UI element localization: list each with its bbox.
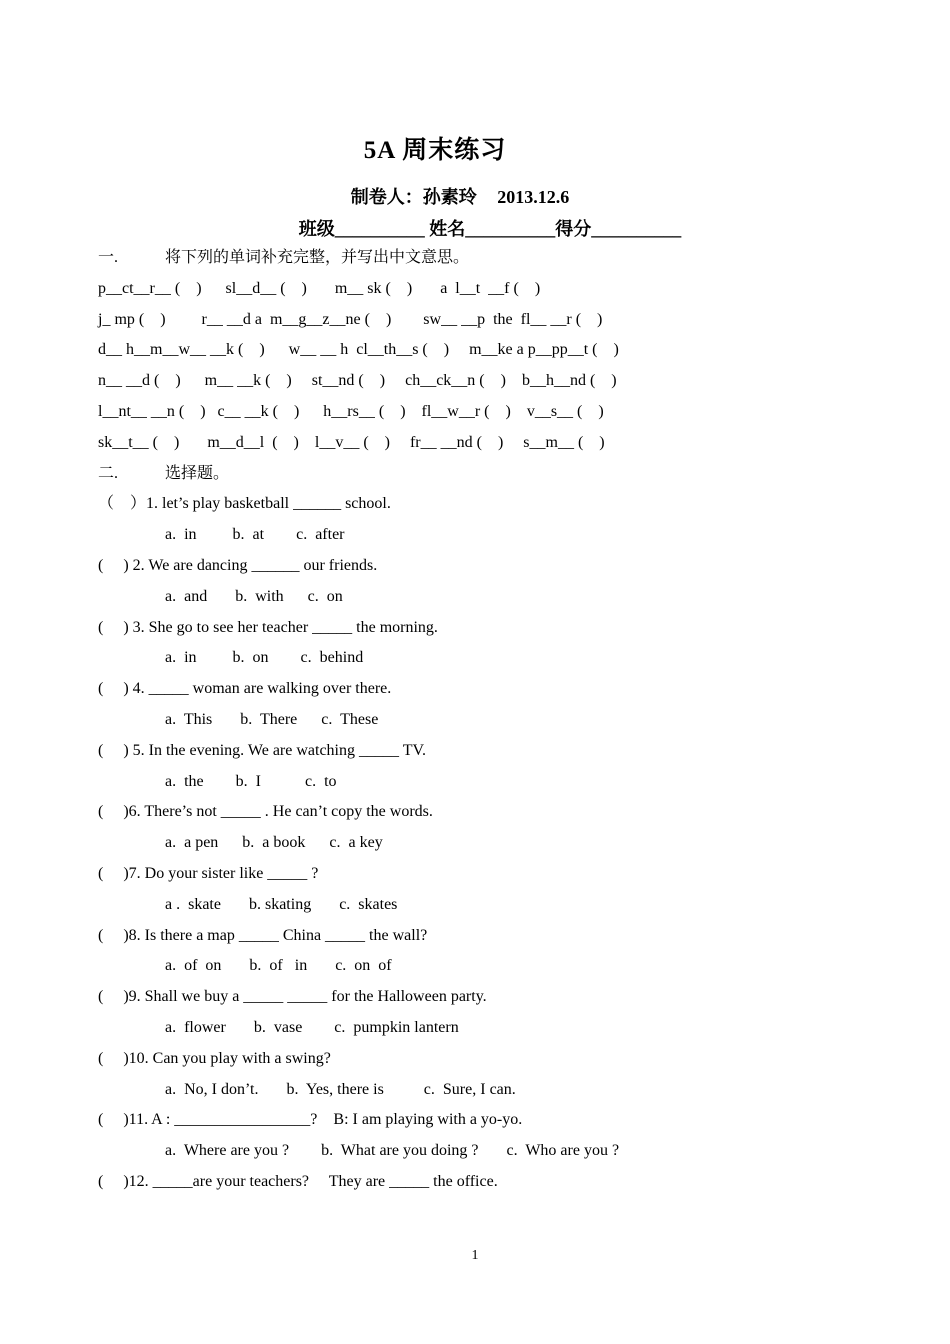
answer-options: a. This b. There c. These [165,710,379,728]
name-field: 姓名__________ [429,219,556,239]
score-field: 得分__________ [555,219,682,239]
word-row: d__ h__m__w__ __k ( ) w__ __ h cl__th__s ( ) m__ke a p__pp__t ( ) [98,341,619,359]
word-row: j_ mp ( ) r__ __d a m__g__z__ne ( ) sw__ __p the fl__ __r ( ) [98,310,603,328]
section-number: 一. [98,249,119,266]
answer-options: a. flower b. vase c. pumpkin lantern [165,1018,459,1036]
question: ( )7. Do your sister like _____ ? [98,864,319,882]
exercise-body [98,247,918,1202]
question: ( )11. A : _________________? B: I am playing with a yo-yo. [98,1111,523,1129]
question: （ ）1. let’s play basketball ______ school. [98,495,391,513]
author: 制卷人：孙素玲 [350,187,477,207]
class-field: 班级__________ [298,219,425,239]
question: ( ) 4. _____ woman are walking over there. [98,680,392,698]
student-info-line [0,215,950,241]
question: ( ) 3. She go to see her teacher _____ the morning. [98,618,438,636]
question: ( )12. _____are your teachers? They are _____ the office. [98,1172,498,1190]
date: 2013.12.6 [497,187,570,207]
page-title: 5A 周末练习 [363,137,507,164]
answer-options: a . skate b. skating c. skates [165,895,398,913]
answer-options: a. a pen b. a book c. a key [165,834,383,852]
question: ( ) 5. In the evening. We are watching _____ TV. [98,741,426,759]
answer-options: a. in b. on c. behind [165,649,364,667]
question: ( )6. There’s not _____ . He can’t copy the words. [98,803,433,821]
question: ( )9. Shall we buy a _____ _____ for the Halloween party. [98,988,487,1006]
answer-options: a. of on b. of in c. on of [165,957,392,975]
section-heading [98,247,918,278]
author-line [0,183,920,209]
question: ( )10. Can you play with a swing? [98,1049,331,1067]
answer-options: a. No, I don’t. b. Yes, there is c. Sure, I can. [165,1080,516,1098]
question: ( )8. Is there a map _____ China _____ the wall? [98,926,428,944]
word-row: sk__t__ ( ) m__d__l ( ) l__v__ ( ) fr__ __nd ( ) s__m__ ( ) [98,433,605,451]
word-row: n__ __d ( ) m__ __k ( ) st__nd ( ) ch__ck__n ( ) b__h__nd ( ) [98,372,617,390]
question: ( ) 2. We are dancing ______ our friends. [98,556,378,574]
answer-options: a. and b. with c. on [165,587,343,605]
section-heading [98,463,918,494]
section-instruction: 将下列的单词补充完整，并写出中文意思。 [165,249,470,266]
answer-options: a. Where are you ? b. What are you doing ? c. Who are you ? [165,1142,620,1160]
word-row: p__ct__r__ ( ) sl__d__ ( ) m__ sk ( ) a l__t __f ( ) [98,279,541,297]
section-instruction: 选择题。 [165,464,230,482]
answer-options: a. in b. at c. after [165,526,345,544]
page-number: 1 [471,1248,479,1263]
word-row: l__nt__ __n ( ) c__ __k ( ) h__rs__ ( ) fl__w__r ( ) v__s__ ( ) [98,402,604,420]
section-number: 二. [98,464,119,482]
answer-options: a. the b. I c. to [165,772,337,790]
